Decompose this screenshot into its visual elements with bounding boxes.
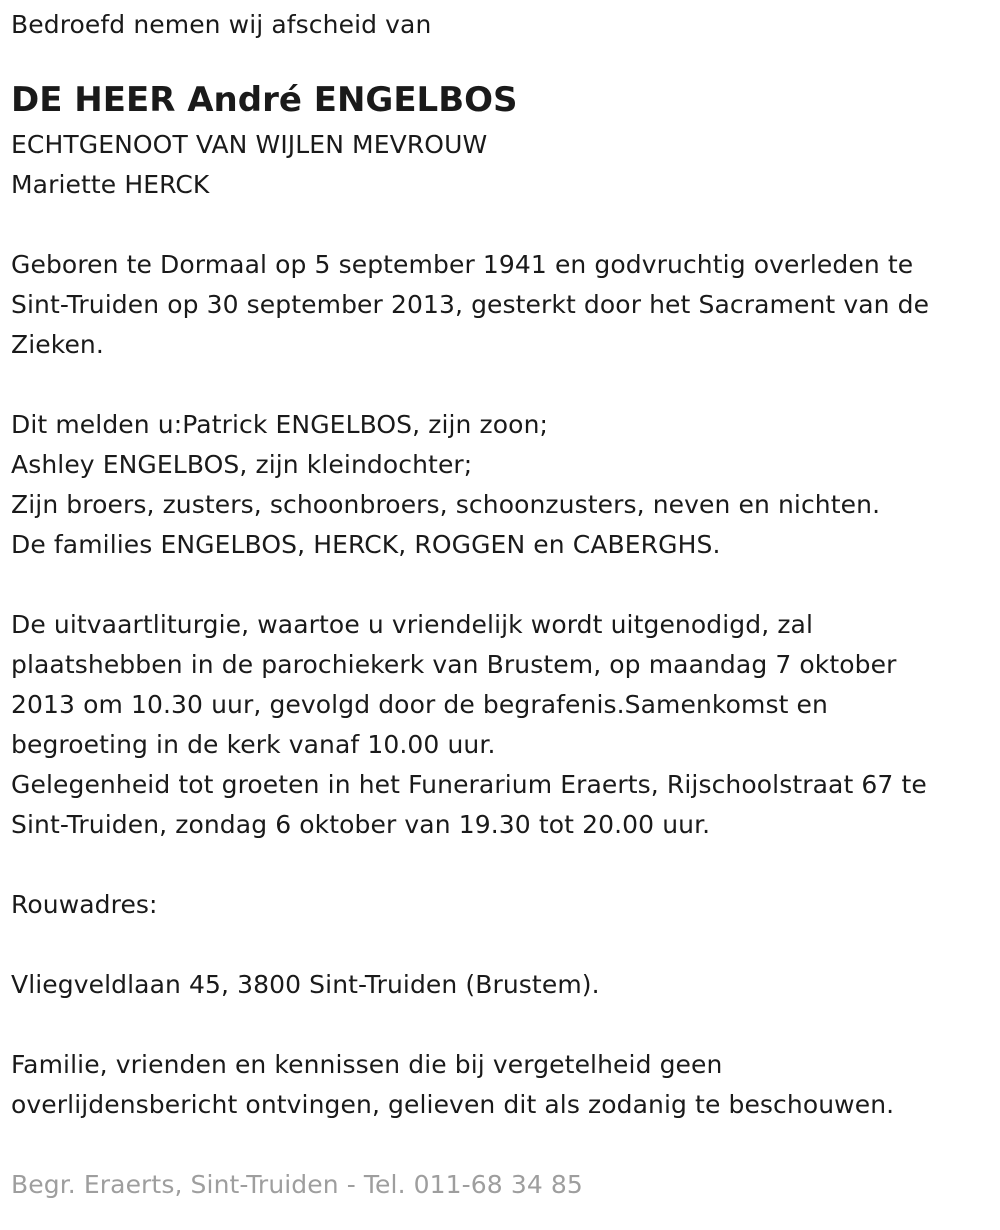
death-notice [11, 0, 996, 1205]
spacer [11, 565, 996, 605]
funeral-home-footer: Begr. Eraerts, Sint-Truiden - Tel. 011-68 34 85 [11, 1170, 583, 1199]
funeral-paragraph [11, 605, 996, 845]
birth-death-line: Geboren te Dormaal op 5 september 1941 en godvruchtig overleden te [11, 250, 914, 279]
closing-line: overlijdensbericht ontvingen, gelieven dit als zodanig te beschouwen. [11, 1090, 895, 1119]
intro-text: Bedroefd nemen wij afscheid van [11, 10, 432, 39]
funeral-line: begroeting in de kerk vanaf 10.00 uur. [11, 730, 496, 759]
announcer-line: De families ENGELBOS, HERCK, ROGGEN en CABERGHS. [11, 530, 721, 559]
spacer [11, 365, 996, 405]
closing-line: Familie, vrienden en kennissen die bij vergetelheid geen [11, 1050, 723, 1079]
spouse-line-1: ECHTGENOOT VAN WIJLEN MEVROUW [11, 130, 488, 159]
spacer [11, 1125, 996, 1165]
deceased-name: DE HEER André ENGELBOS [11, 80, 518, 120]
spacer [11, 925, 996, 965]
address-label: Rouwadres: [11, 890, 158, 919]
spacer [11, 205, 996, 245]
funeral-line: plaatshebben in de parochiekerk van Brustem, op maandag 7 oktober [11, 650, 897, 679]
announcers-paragraph [11, 405, 996, 565]
spacer [11, 845, 996, 885]
birth-death-line: Zieken. [11, 330, 104, 359]
funeral-line: Gelegenheid tot groeten in het Funerarium Eraerts, Rijschoolstraat 67 te [11, 770, 927, 799]
spacer [11, 1005, 996, 1045]
birth-death-paragraph [11, 245, 996, 365]
announcer-line: Zijn broers, zusters, schoonbroers, schoonzusters, neven en nichten. [11, 490, 881, 519]
spouse-line-2: Mariette HERCK [11, 170, 210, 199]
birth-death-line: Sint-Truiden op 30 september 2013, gesterkt door het Sacrament van de [11, 290, 930, 319]
funeral-line: Sint-Truiden, zondag 6 oktober van 19.30 tot 20.00 uur. [11, 810, 711, 839]
funeral-line: De uitvaartliturgie, waartoe u vriendelijk wordt uitgenodigd, zal [11, 610, 814, 639]
closing-paragraph [11, 1045, 996, 1125]
announcer-line: Dit melden u:Patrick ENGELBOS, zijn zoon; [11, 410, 549, 439]
address-value: Vliegveldlaan 45, 3800 Sint-Truiden (Brustem). [11, 970, 600, 999]
funeral-line: 2013 om 10.30 uur, gevolgd door de begrafenis.Samenkomst en [11, 690, 828, 719]
announcer-line: Ashley ENGELBOS, zijn kleindochter; [11, 450, 473, 479]
